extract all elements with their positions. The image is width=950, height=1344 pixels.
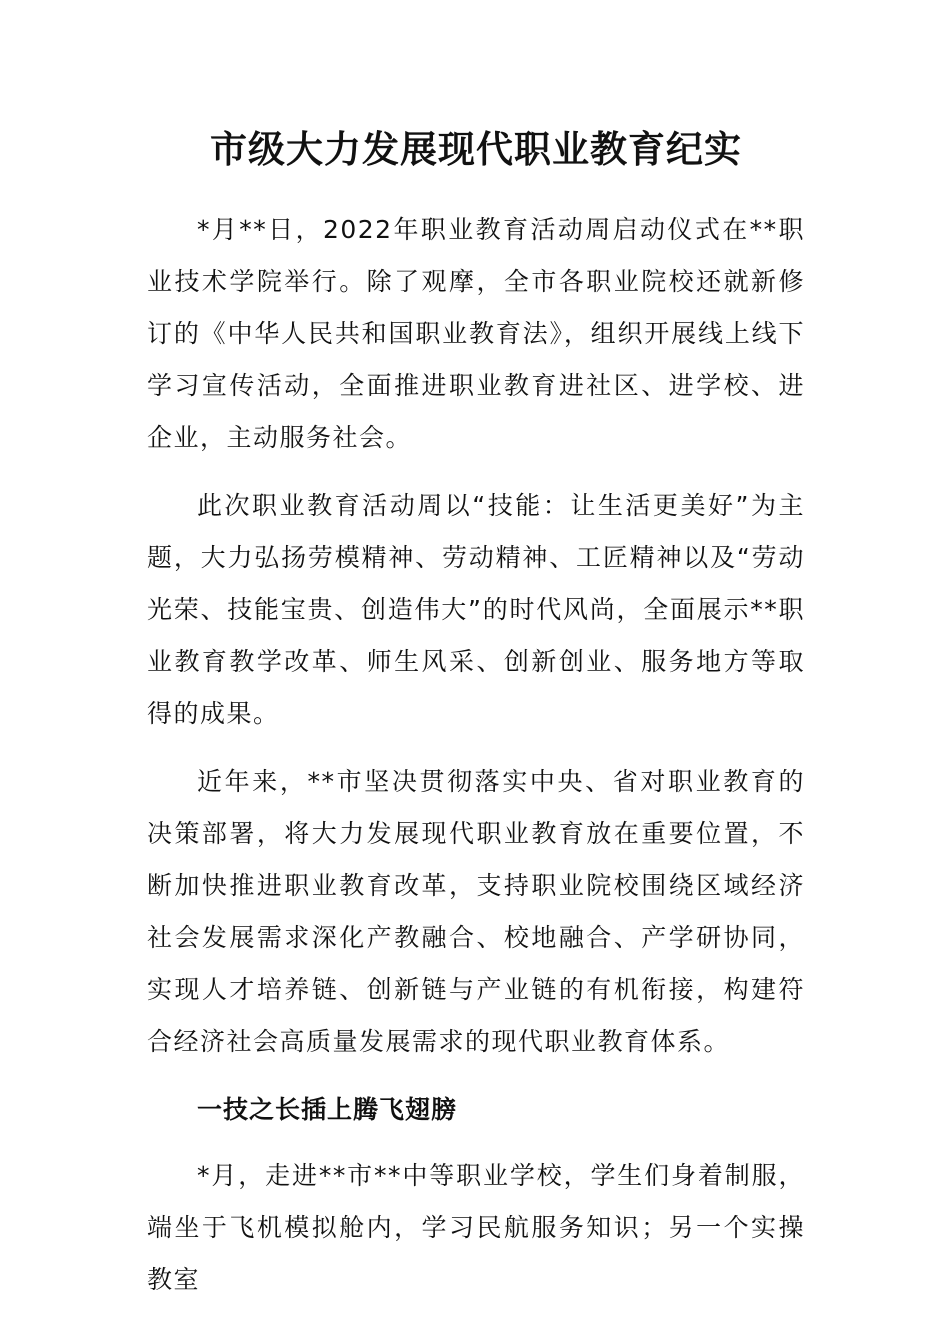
paragraph-section-body: *月，走进**市**中等职业学校，学生们身着制服，端坐于飞机模拟舱内，学习民航服务知识；另一个实操教室 (147, 1161, 805, 1294)
document-title: 市级大力发展现代职业教育纪实 (210, 127, 742, 171)
document-page (147, 118, 805, 1322)
paragraph-intro: *月**日，2022年职业教育活动周启动仪式在**职业技术学院举行。除了观摩，全市各职业院校还就新修订的《中华人民共和国职业教育法》，组织开展线上线下学习宣传活动，全面推进职业教育进社区、进学校、进企业，主动服务社会。 (147, 215, 805, 452)
paragraph-recent-years: 近年来，**市坚决贯彻落实中央、省对职业教育的决策部署，将大力发展现代职业教育放在重要位置，不断加快推进职业教育改革，支持职业院校围绕区域经济社会发展需求深化产教融合、校地融合、产学研协同，实现人才培养链、创新链与产业链的有机衔接，构建符合经济社会高质量发展需求的现代职业教育体系。 (147, 767, 805, 1056)
paragraph-theme: 此次职业教育活动周以“技能：让生活更美好”为主题，大力弘扬劳模精神、劳动精神、工匠精神以及“劳动光荣、技能宝贵、创造伟大”的时代风尚，全面展示**职业教育教学改革、师生风采、创新创业、服务地方等取得的成果。 (147, 491, 805, 728)
section-heading: 一技之长插上腾飞翅膀 (197, 1095, 458, 1124)
